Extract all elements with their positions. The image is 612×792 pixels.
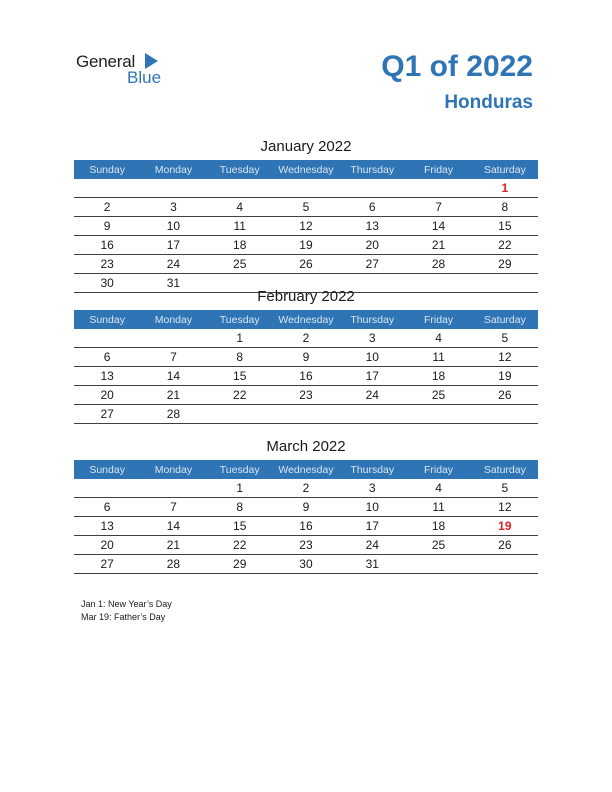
day-cell: 23 <box>299 388 313 402</box>
day-cell: 4 <box>435 331 442 345</box>
weekday-label: Saturday <box>483 313 526 326</box>
day-cell: 12 <box>498 350 512 364</box>
week-row <box>74 405 538 424</box>
weekday-header <box>74 160 538 179</box>
weekday-label: Thursday <box>350 163 395 176</box>
day-cell: 9 <box>302 500 310 514</box>
day-cell: 12 <box>299 219 313 233</box>
week-row <box>74 479 538 498</box>
day-cell: 16 <box>299 369 313 383</box>
day-cell: 2 <box>302 481 310 495</box>
weekday-header <box>74 310 538 329</box>
day-cell: 18 <box>431 369 446 383</box>
day-cell: 26 <box>299 257 313 271</box>
day-cell: 15 <box>233 369 247 383</box>
day-cell: 17 <box>166 238 181 252</box>
day-cell: 27 <box>100 557 114 571</box>
day-cell: 28 <box>431 257 446 271</box>
weekday-label: Monday <box>154 313 193 326</box>
day-cell: 4 <box>236 200 244 214</box>
day-cell: 6 <box>103 350 111 364</box>
weekday-label: Saturday <box>483 463 526 476</box>
day-cell: 23 <box>299 538 313 552</box>
logo-flag-icon <box>145 53 158 69</box>
week-row <box>74 329 538 348</box>
day-cell: 26 <box>498 388 512 402</box>
day-cell: 1 <box>501 181 509 195</box>
day-cell: 28 <box>166 557 181 571</box>
holiday-note: Mar 19: Father’s Day <box>81 612 166 622</box>
day-cell: 11 <box>432 500 445 514</box>
week-row <box>74 236 538 255</box>
day-cell: 20 <box>100 538 114 552</box>
day-cell: 24 <box>166 257 181 271</box>
day-cell: 6 <box>103 500 111 514</box>
weekday-label: Tuesday <box>219 163 260 176</box>
day-cell: 2 <box>103 200 111 214</box>
day-cell: 21 <box>166 538 181 552</box>
day-cell: 20 <box>100 388 114 402</box>
day-cell: 8 <box>236 350 244 364</box>
week-row <box>74 367 538 386</box>
country-name: Honduras <box>444 92 533 113</box>
week-row <box>74 179 538 198</box>
month-title: January 2022 <box>260 138 352 155</box>
day-cell: 3 <box>170 200 177 214</box>
day-cell: 21 <box>431 238 446 252</box>
week-row <box>74 517 538 536</box>
weekday-label: Thursday <box>350 463 395 476</box>
day-cell: 27 <box>365 257 379 271</box>
day-cell: 15 <box>233 519 247 533</box>
day-cell: 8 <box>236 500 244 514</box>
weekday-header <box>74 460 538 479</box>
day-cell: 19 <box>498 519 512 533</box>
month-title: March 2022 <box>266 438 346 455</box>
day-cell: 21 <box>166 388 181 402</box>
day-cell: 14 <box>166 369 181 383</box>
logo-text-blue: Blue <box>127 68 162 87</box>
weekday-label: Thursday <box>350 313 395 326</box>
day-cell: 10 <box>365 350 379 364</box>
day-cell: 19 <box>498 369 512 383</box>
day-cell: 14 <box>431 219 446 233</box>
weekday-label: Friday <box>423 463 454 476</box>
weekday-label: Wednesday <box>278 313 334 326</box>
generalblue-logo <box>76 52 176 88</box>
weekday-label: Wednesday <box>278 463 334 476</box>
weekday-label: Sunday <box>89 163 125 176</box>
day-cell: 18 <box>233 238 247 252</box>
day-cell: 10 <box>365 500 379 514</box>
day-cell: 5 <box>501 331 509 345</box>
day-cell: 24 <box>365 388 379 402</box>
week-row <box>74 498 538 517</box>
day-cell: 6 <box>368 200 376 214</box>
weekday-label: Monday <box>154 463 193 476</box>
day-cell: 18 <box>431 519 446 533</box>
day-cell: 17 <box>365 519 379 533</box>
day-cell: 11 <box>233 219 246 233</box>
day-cell: 4 <box>435 481 442 495</box>
day-cell: 27 <box>100 407 114 421</box>
day-cell: 7 <box>435 200 442 214</box>
day-cell: 25 <box>431 538 446 552</box>
day-cell: 9 <box>103 219 111 233</box>
quarter-title: Q1 of 2022 <box>381 50 533 83</box>
day-cell: 8 <box>501 200 509 214</box>
weekday-label: Tuesday <box>219 313 260 326</box>
week-row <box>74 386 538 405</box>
day-cell: 10 <box>166 219 181 233</box>
weekday-label: Saturday <box>483 163 526 176</box>
day-cell: 29 <box>233 557 247 571</box>
day-cell: 1 <box>236 481 244 495</box>
month-february <box>74 288 538 424</box>
day-cell: 19 <box>299 238 313 252</box>
weekday-label: Sunday <box>89 463 125 476</box>
week-row <box>74 555 538 574</box>
weekday-label: Friday <box>423 313 454 326</box>
day-cell: 13 <box>100 369 114 383</box>
day-cell: 20 <box>365 238 379 252</box>
day-cell: 30 <box>299 557 313 571</box>
day-cell: 22 <box>498 238 512 252</box>
day-cell: 3 <box>368 331 376 345</box>
week-row <box>74 536 538 555</box>
day-cell: 24 <box>365 538 379 552</box>
day-cell: 7 <box>170 500 177 514</box>
day-cell: 3 <box>368 481 376 495</box>
day-cell: 16 <box>299 519 313 533</box>
week-row <box>74 217 538 236</box>
day-cell: 17 <box>365 369 379 383</box>
day-cell: 31 <box>365 557 379 571</box>
day-cell: 26 <box>498 538 512 552</box>
day-cell: 5 <box>501 481 509 495</box>
day-cell: 25 <box>233 257 247 271</box>
day-cell: 13 <box>365 219 379 233</box>
day-cell: 5 <box>302 200 310 214</box>
day-cell: 22 <box>233 388 247 402</box>
week-row <box>74 255 538 274</box>
day-cell: 23 <box>100 257 114 271</box>
weekday-label: Monday <box>154 163 193 176</box>
holiday-note: Jan 1: New Year’s Day <box>81 599 172 609</box>
day-cell: 14 <box>166 519 181 533</box>
day-cell: 12 <box>498 500 512 514</box>
day-cell: 15 <box>498 219 512 233</box>
day-cell: 1 <box>236 331 244 345</box>
day-cell: 9 <box>302 350 310 364</box>
weekday-label: Friday <box>423 163 454 176</box>
day-cell: 22 <box>233 538 247 552</box>
day-cell: 13 <box>100 519 114 533</box>
day-cell: 29 <box>498 257 512 271</box>
month-title: February 2022 <box>257 288 355 305</box>
day-cell: 7 <box>170 350 177 364</box>
day-cell: 25 <box>431 388 446 402</box>
day-cell: 30 <box>100 276 114 290</box>
day-cell: 16 <box>100 238 114 252</box>
day-cell: 28 <box>166 407 181 421</box>
logo-text-general: General <box>76 52 136 71</box>
week-row <box>74 348 538 367</box>
weekday-label: Tuesday <box>219 463 260 476</box>
weekday-label: Wednesday <box>278 163 334 176</box>
holiday-notes <box>81 598 172 624</box>
month-march <box>74 438 538 574</box>
day-cell: 31 <box>166 276 181 290</box>
month-january <box>74 138 538 293</box>
day-cell: 11 <box>432 350 445 364</box>
week-row <box>74 198 538 217</box>
weekday-label: Sunday <box>89 313 125 326</box>
day-cell: 2 <box>302 331 310 345</box>
